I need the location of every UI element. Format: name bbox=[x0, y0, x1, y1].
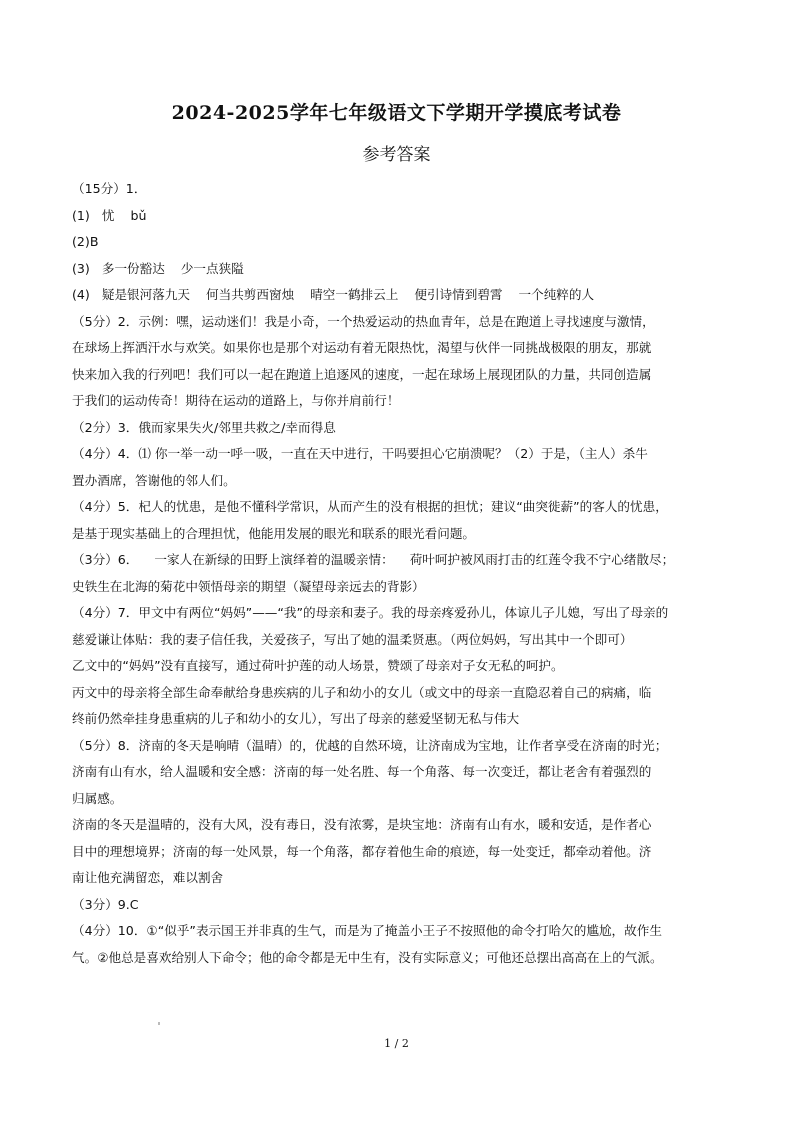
answer-line: （3分）6． 一家人在新绿的田野上演绎着的温暖亲情： 荷叶呵护被风雨打击的红莲令我不宁心绪散尽； bbox=[72, 552, 675, 567]
answer-line: 快来加入我的行列吧！我们可以一起在跑道上追逐风的速度，一起在球场上展现团队的力量，共同创造属 bbox=[72, 366, 652, 382]
answer-line: （15分）1． bbox=[72, 181, 147, 196]
answer-line: （4分）7．甲文中有两位“妈妈”——“我”的母亲和妻子。我的母亲疼爱孙儿，体谅儿子儿媳，写出了母亲的 bbox=[72, 605, 669, 620]
answer-line: (2)B bbox=[72, 234, 99, 249]
answer-line: 目中的理想境界；济南的每一处风景，每一个角落，都存着他生命的痕迹，每一处变迁，都牵动着他。济 bbox=[72, 843, 652, 859]
answer-line: 归属感。 bbox=[72, 790, 123, 806]
answer-line: （5分）2．示例：嘿，运动迷们！我是小奇，一个热爱运动的热血青年，总是在跑道上寻找速度与激情， bbox=[72, 313, 655, 329]
answer-line: 南让他充满留恋，难以割舍 bbox=[72, 870, 224, 885]
answer-line: 济南有山有水，给人温暖和安全感：济南的每一处名胜、每一个角落、每一次变迁，都让老舍有着强烈的 bbox=[72, 764, 652, 779]
answer-line: 置办酒席，答谢他的邻人们。 bbox=[72, 472, 236, 488]
answer-line: (3) 多一份豁达 少一点狭隘 bbox=[72, 260, 244, 276]
answer-line: 史铁生在北海的菊花中领悟母亲的期望（凝望母亲远去的背影） bbox=[72, 578, 425, 594]
stray-mark bbox=[158, 1022, 160, 1025]
answer-line: 是基于现实基础上的合理担忧，他能用发展的眼光和联系的眼光看问题。 bbox=[72, 525, 475, 541]
answer-line: (4) 疑是银河落九天 何当共剪西窗烛 晴空一鹤排云上 便引诗情到碧霄 一个纯粹的人 bbox=[72, 287, 595, 302]
answer-line: 终前仍然牵挂身患重病的儿子和幼小的女儿），写出了母亲的慈爱坚韧无私与伟大 bbox=[72, 711, 520, 726]
answer-line: （2分）3．俄而家果失火/邻里共救之/幸而得息 bbox=[72, 419, 336, 435]
answer-line: (1) 忧 bǔ bbox=[72, 207, 147, 223]
page-number: 1 / 2 bbox=[384, 1037, 409, 1050]
document-title: 2024-2025学年七年级语文下学期开学摸底考试卷 bbox=[171, 102, 622, 124]
answer-content bbox=[72, 176, 732, 971]
answer-line: 气。②他总是喜欢给别人下命令；他的命令都是无中生有，没有实际意义；可他还总摆出高高在上的气派。 bbox=[72, 949, 663, 965]
answer-line: 乙文中的“妈妈”没有直接写，通过荷叶护莲的动人场景，赞颂了母亲对子女无私的呵护。 bbox=[72, 658, 564, 673]
document-subtitle: 参考答案 bbox=[362, 145, 431, 165]
answer-line: 济南的冬天是温晴的，没有大风，没有毒日，没有浓雾，是块宝地：济南有山有水，暖和安适，是作者心 bbox=[72, 817, 652, 832]
answer-line: （4分）4．⑴ 你一举一动一呼一吸，一直在天中进行，干吗要担心它崩溃呢？（2）于是，（主人）杀牛 bbox=[72, 446, 648, 461]
answer-line: （3分）9.C bbox=[72, 896, 139, 912]
answer-line: 慈爱谦让体贴：我的妻子信任我，关爱孩子，写出了她的温柔贤惠。（两位妈妈，写出其中一个即可） bbox=[72, 631, 633, 647]
answer-line: 在球场上挥洒汗水与欢笑。如果你也是那个对运动有着无限热忱，渴望与伙伴一同挑战极限的朋友，那就 bbox=[72, 340, 652, 355]
answer-line: （4分）10．①“似乎”表示国王并非真的生气，而是为了掩盖小王子不按照他的命令打哈欠的尴尬，故作生 bbox=[72, 923, 662, 938]
answer-line: 丙文中的母亲将全部生命奉献给身患疾病的儿子和幼小的女儿（或文中的母亲一直隐忍着自己的病痛，临 bbox=[72, 684, 652, 700]
answer-line: （4分）5．杞人的忧患，是他不懂科学常识，从而产生的没有根据的担忧；建议“曲突徙薪”的客人的忧患， bbox=[72, 499, 668, 514]
answer-line: （5分）8．济南的冬天是响晴（温晴）的，优越的自然环境，让济南成为宝地，让作者享受在济南的时光； bbox=[72, 737, 668, 753]
answer-line: 于我们的运动传奇！期待在运动的道路上，与你并肩前行！ bbox=[72, 393, 400, 408]
